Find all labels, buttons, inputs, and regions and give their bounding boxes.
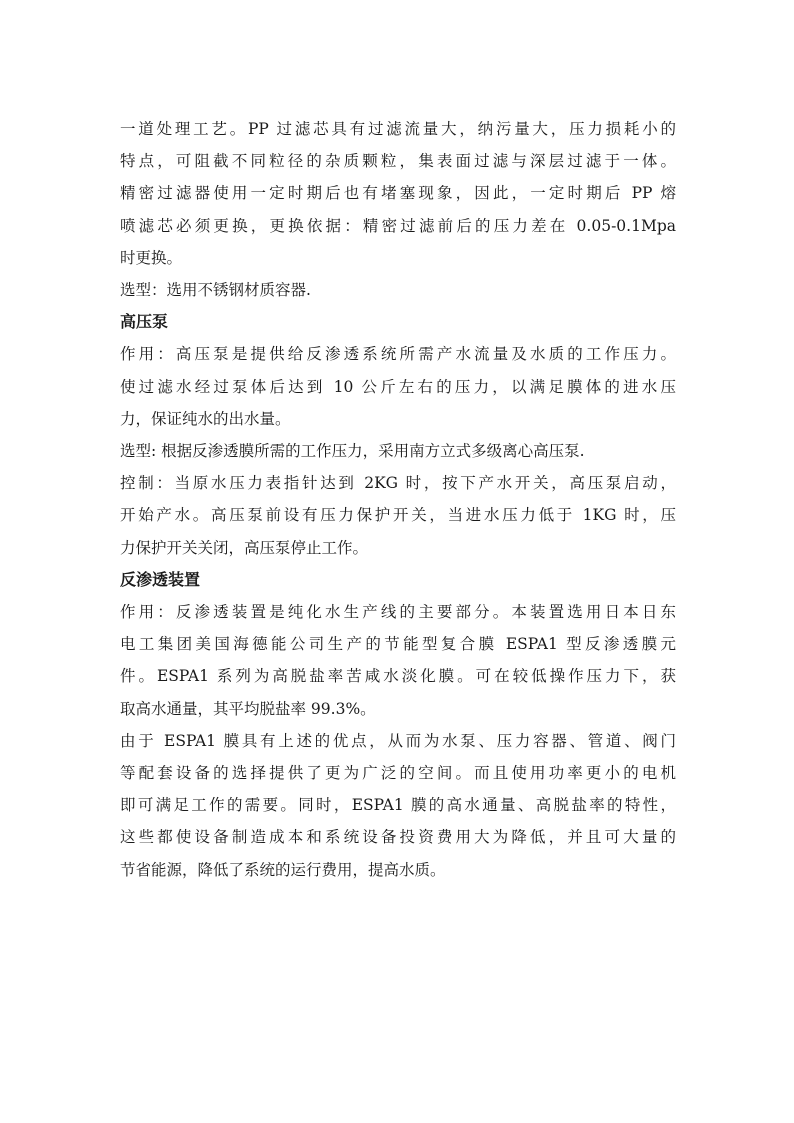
text-line: 选型: 根据反渗透膜所需的工作压力，采用南方立式多级离心高压泵. [120, 442, 585, 461]
text-line: 力，保证纯水的出水量。 [120, 409, 291, 428]
text-line: 取高水通量，其平均脱盐率 99.3%。 [120, 699, 376, 718]
document-page [120, 113, 676, 886]
paragraph-pp-filter [120, 113, 676, 274]
text-line: 电工集团美国海德能公司生产的节能型复合膜 ESPA1 型反渗透膜元 [120, 635, 676, 654]
text-line: 即可满足工作的需要。同时，ESPA1 膜的高水通量、高脱盐率的特性， [120, 796, 676, 815]
paragraph-pump-control [120, 467, 676, 564]
text-line: 作用：反渗透装置是纯化水生产线的主要部分。本装置选用日本日东 [120, 603, 676, 622]
text-line: 特点，可阻截不同粒径的杂质颗粒，集表面过滤与深层过滤于一体。 [120, 152, 676, 171]
paragraph-pump-function [120, 338, 676, 435]
paragraph-ro-function [120, 596, 676, 725]
text-line: 选型：选用不锈钢材质容器. [120, 281, 311, 300]
heading-high-pressure-pump: 高压泵 [120, 312, 169, 332]
text-line: 一道处理工艺。PP 过滤芯具有过滤流量大，纳污量大，压力损耗小的 [120, 120, 676, 138]
text-line: 精密过滤器使用一定时期后也有堵塞现象，因此，一定时期后 PP 熔 [120, 184, 676, 203]
text-line: 作用：高压泵是提供给反渗透系统所需产水流量及水质的工作压力。 [120, 345, 676, 364]
paragraph-ro-advantages [120, 725, 676, 886]
text-line: 件。ESPA1 系列为高脱盐率苦咸水淡化膜。可在较低操作压力下，获 [120, 667, 676, 686]
text-line: 控制：当原水压力表指针达到 2KG 时，按下产水开关，高压泵启动， [120, 474, 676, 493]
text-line: 由于 ESPA1 膜具有上述的优点，从而为水泵、压力容器、管道、阀门 [120, 731, 676, 750]
text-line: 时更换。 [120, 248, 183, 267]
paragraph-pump-selection [120, 435, 676, 467]
text-line: 喷滤芯必须更换，更换依据：精密过滤前后的压力差在 0.05-0.1Mpa [120, 216, 676, 235]
paragraph-filter-selection [120, 274, 676, 306]
text-line: 使过滤水经过泵体后达到 10 公斤左右的压力，以满足膜体的进水压 [120, 377, 676, 396]
text-line: 力保护开关关闭，高压泵停止工作。 [120, 538, 369, 557]
text-line: 等配套设备的选择提供了更为广泛的空间。而且使用功率更小的电机 [120, 764, 676, 783]
text-line: 节省能源，降低了系统的运行费用，提高水质。 [120, 860, 446, 879]
text-line: 这些都使设备制造成本和系统设备投资费用大为降低，并且可大量的 [120, 828, 676, 847]
text-line: 开始产水。高压泵前设有压力保护开关，当进水压力低于 1KG 时，压 [120, 506, 676, 525]
heading-reverse-osmosis-unit: 反渗透装置 [120, 569, 201, 589]
